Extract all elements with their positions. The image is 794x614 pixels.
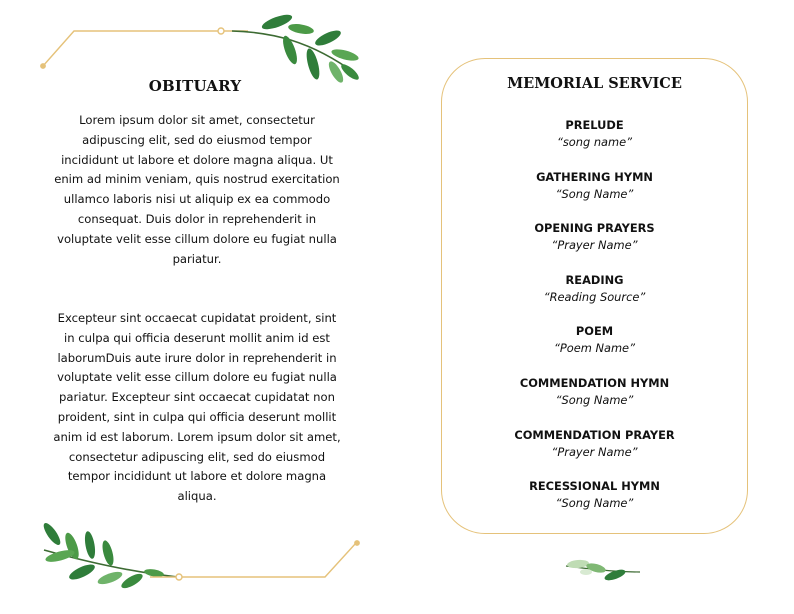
program-item-detail: “Poem Name” xyxy=(554,341,635,356)
obituary-paragraph-1: Lorem ipsum dolor sit amet, consectetur adipuscing elit, sed do eiusmod tempor incididunt ut labore et dolore magna aliqua. Ut enim ad minim veniam, quis nostrud exercitation ullamco laboris nisi ut aliquip ex ea commodo consequat. Duis dolor in reprehenderit in voluptate velit esse cillum dolore eu fugiat nulla pariatur. xyxy=(54,113,340,266)
program-item-detail: “song name” xyxy=(556,135,633,149)
program-item xyxy=(442,272,747,324)
program-item-detail: “Reading Source” xyxy=(543,289,646,304)
program-item-heading: POEM xyxy=(575,324,614,339)
program-item-heading: READING xyxy=(565,272,624,287)
program-item xyxy=(442,427,747,479)
program-item xyxy=(442,169,747,221)
program-item-heading: COMMENDATION PRAYER xyxy=(514,427,675,442)
program-item xyxy=(442,478,747,530)
program-item-detail: “Song Name” xyxy=(555,496,634,511)
program-item-detail: “Prayer Name” xyxy=(551,238,638,253)
obituary-paragraph-2: Excepteur sint occaecat cupidatat proident, sint in culpa qui officia deserunt mollit anim id est laborumDuis aute irure dolor in reprehenderit in voluptate velit esse cillum dolore eu fugiat nulla pariatur. Excepteur sint occaecat cupidatat non proident, sint in culpa qui officia deserunt mollit anim id est laborum. Lorem ipsum dolor sit amet, consectetur adipuscing elit, sed do eiusmod tempor incididunt ut labore et dolore magna aliqua. xyxy=(53,311,341,504)
leaf-sprig-top-icon xyxy=(232,12,361,85)
gold-connector-bottom xyxy=(150,541,359,580)
program-item-detail: “Song Name” xyxy=(555,392,634,407)
leaf-sprig-bottom-icon xyxy=(41,521,178,591)
memorial-service-card xyxy=(441,58,748,534)
program-item-detail: “Song Name” xyxy=(555,186,634,201)
program-item-heading: GATHERING HYMN xyxy=(536,169,653,184)
program-item xyxy=(442,117,747,169)
memorial-service-title: MEMORIAL SERVICE xyxy=(507,75,682,92)
obituary-title: OBITUARY xyxy=(148,77,242,95)
program-item xyxy=(442,220,747,272)
program-item-heading: OPENING PRAYERS xyxy=(534,221,655,236)
program-item-detail: “Prayer Name” xyxy=(551,444,638,459)
small-leaf-icon xyxy=(566,559,640,582)
program-item-heading: PRELUDE xyxy=(565,118,624,132)
program-item-heading: COMMENDATION HYMN xyxy=(519,375,670,390)
service-program-list xyxy=(442,117,747,530)
program-item xyxy=(442,323,747,375)
gold-connector-top xyxy=(41,28,248,68)
program-item-heading: RECESSIONAL HYMN xyxy=(529,479,660,494)
program-item xyxy=(442,375,747,427)
